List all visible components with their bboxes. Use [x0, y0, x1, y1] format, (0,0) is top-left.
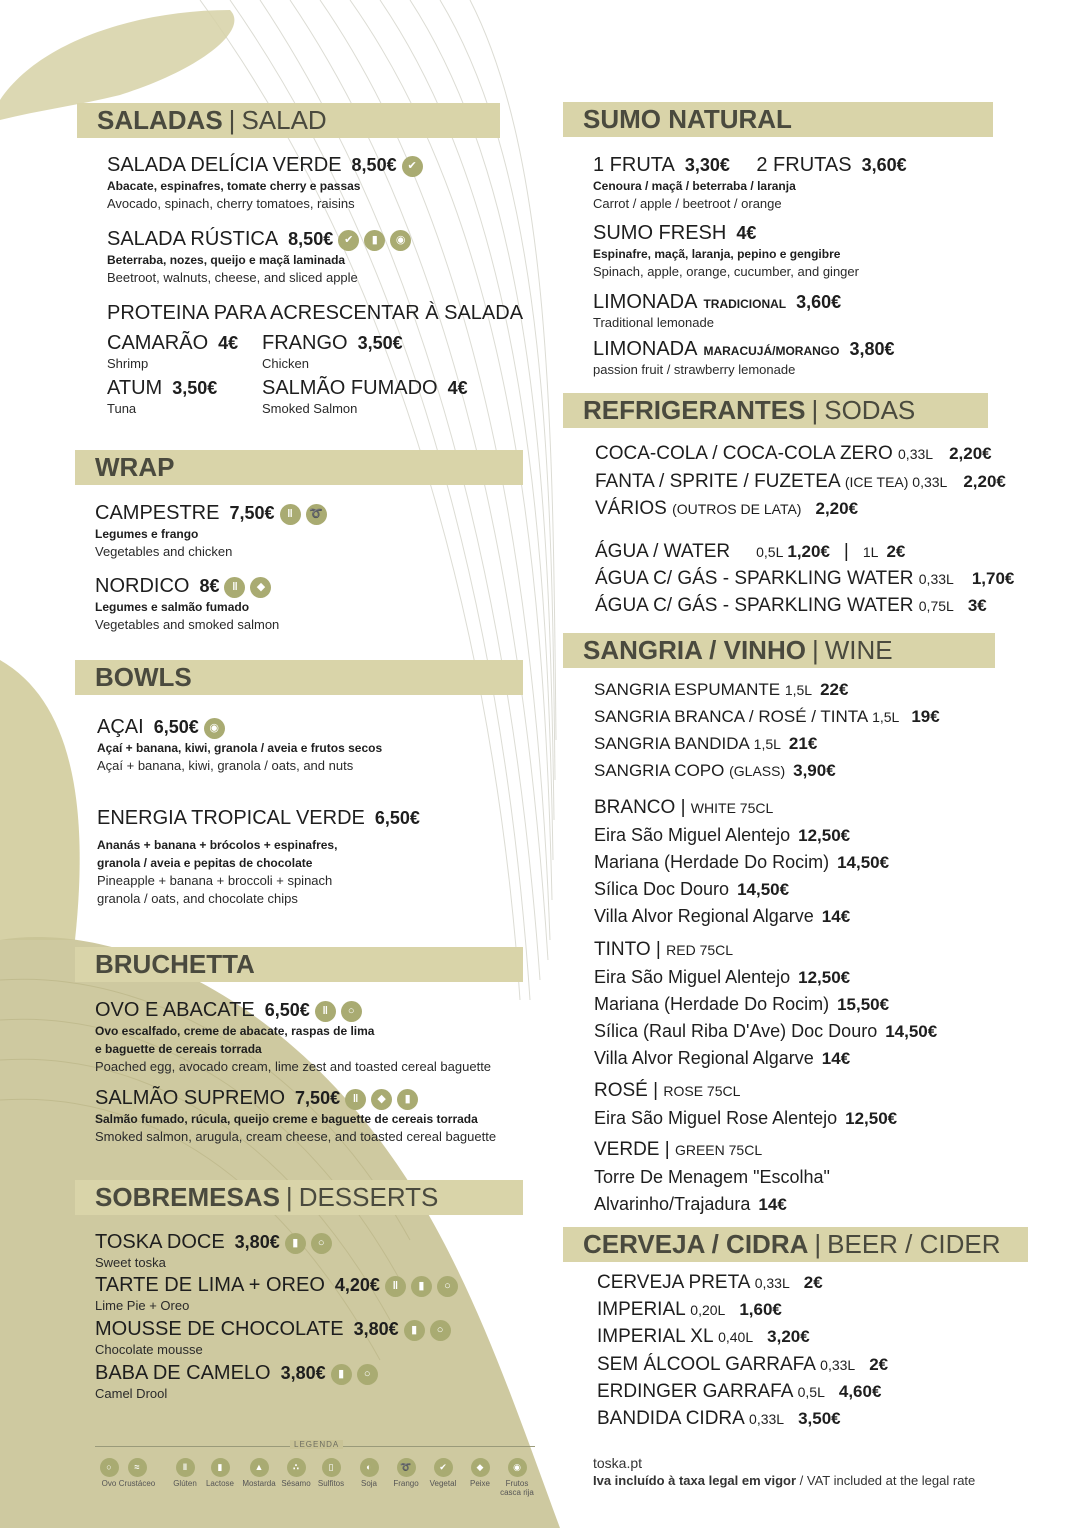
- water-line: [595, 568, 1014, 590]
- soda-line: [595, 443, 992, 465]
- fish-icon: ◆: [471, 1458, 490, 1477]
- item-name: ERDINGER GARRAFA: [597, 1381, 793, 1402]
- item-desc-en: granola / oats, and chocolate chips: [97, 891, 298, 906]
- item-size: (OUTROS DE LATA): [672, 501, 802, 517]
- item-name: CAMARÃO: [107, 332, 209, 354]
- item-name: COCA-COLA / COCA-COLA ZERO: [595, 443, 893, 464]
- section-header-salads: SALADAS | SALAD: [77, 103, 500, 138]
- wine-line: [594, 1167, 830, 1188]
- legend-label: Ovo: [101, 1479, 117, 1488]
- sangria-line: [594, 680, 848, 700]
- menu-item: [95, 1231, 332, 1272]
- item-name: ENERGIA TROPICAL VERDE: [97, 807, 365, 829]
- sangria-line: [594, 707, 940, 727]
- section-header-bowls: [75, 660, 523, 695]
- item-desc-en: Vegetables and chicken: [95, 544, 233, 560]
- legend-label: Mostarda: [242, 1479, 276, 1488]
- water-line: [595, 595, 987, 617]
- lactose-icon: ▮: [404, 1320, 425, 1341]
- item-desc-en: Chocolate mousse: [95, 1342, 203, 1358]
- section-title: SANGRIA / VINHO: [583, 635, 806, 665]
- menu-item: [95, 999, 491, 1076]
- lactose-icon: ▮: [397, 1089, 418, 1110]
- item-name: 2 FRUTAS: [756, 154, 852, 176]
- item-price: 3,80€: [353, 1319, 399, 1339]
- section-title-en: SODAS: [824, 395, 916, 425]
- legend-label: Frutos casca rija: [500, 1479, 534, 1497]
- menu-item: [107, 228, 411, 287]
- item-price: 14,50€: [837, 853, 890, 872]
- item-name: SANGRIA ESPUMANTE: [594, 680, 781, 699]
- item-desc-en: passion fruit / strawberry lemonade: [593, 362, 796, 377]
- item-price: 4,20€: [334, 1275, 380, 1295]
- wine-subheader-white: BRANCO | WHITE 75CL: [594, 797, 774, 818]
- protein-title-text: PROTEINA PARA ACRESCENTAR À SALADA: [107, 302, 524, 324]
- soda-line: [595, 471, 1006, 493]
- lactose-icon: ▮: [411, 1276, 432, 1297]
- item-desc-pt: Cenoura / maçã / beterraba / laranja: [593, 179, 796, 193]
- section-header-bruchetta: [75, 947, 523, 982]
- section-header-wrap: [75, 450, 523, 485]
- item-price: 3,20€: [767, 1327, 810, 1346]
- item-desc-en: Açaí + banana, kiwi, granola / oats, and nuts: [97, 758, 354, 774]
- item-size: (ICE TEA) 0,33L: [844, 474, 948, 490]
- item-price: 2,20€: [949, 444, 992, 463]
- section-title-en: SALAD: [241, 105, 327, 135]
- section-title: WRAP: [95, 452, 175, 482]
- sesame-icon: ∴: [287, 1458, 306, 1477]
- legend-item: [165, 1458, 205, 1488]
- vegetal-icon: ✔: [434, 1458, 453, 1477]
- item-price: 12,50€: [798, 826, 851, 845]
- website-link[interactable]: toska.pt: [593, 1455, 643, 1471]
- item-price: 3,50€: [172, 378, 218, 398]
- soda-line: [595, 498, 858, 520]
- item-desc-pt: Salmão fumado, rúcula, queijo creme e baguette de cereais torrada: [95, 1112, 478, 1127]
- wine-line: [594, 825, 850, 846]
- legend-label: Soja: [360, 1479, 377, 1488]
- vegetal-icon: ✔: [402, 156, 423, 177]
- legend-title: LEGENDA: [290, 1440, 343, 1449]
- item-tag: TRADICIONAL: [703, 297, 787, 311]
- wine-type-en: GREEN 75CL: [674, 1142, 763, 1158]
- item-desc-pt: Ananás + banana + brócolos + espinafres,: [97, 838, 338, 852]
- item-size: 0,75L: [918, 598, 954, 614]
- gluten-icon: ‖: [385, 1276, 406, 1297]
- sulfites-icon: ▯: [322, 1458, 341, 1477]
- protein-item: [107, 377, 217, 418]
- wine-type-en: ROSE 75CL: [663, 1083, 741, 1099]
- item-price: 6,50€: [153, 717, 199, 737]
- item-price: 14€: [758, 1195, 787, 1214]
- item-name: TOSKA DOCE: [95, 1231, 225, 1253]
- item-tag: MARACUJÁ/MORANGO: [703, 344, 840, 358]
- nuts-icon: ◉: [508, 1458, 527, 1477]
- item-size: 0,33L: [754, 1275, 790, 1291]
- wine-type-en: RED 75CL: [666, 942, 734, 958]
- legend-item: [311, 1458, 351, 1488]
- item-price: 15,50€: [837, 995, 890, 1014]
- item-name: FANTA / SPRITE / FUZETEA: [595, 471, 840, 492]
- sangria-line: [594, 734, 817, 754]
- item-size: 0,33L: [918, 571, 954, 587]
- item-size: 0,33L: [749, 1411, 785, 1427]
- item-name: Mariana (Herdade Do Rocim): [594, 852, 830, 872]
- chicken-icon: ➰: [397, 1458, 416, 1477]
- legend-item: [386, 1458, 426, 1488]
- section-title: REFRIGERANTES: [583, 395, 806, 425]
- soy-icon: ◐: [360, 1458, 379, 1477]
- gluten-icon: ‖: [280, 504, 301, 525]
- gluten-icon: ‖: [345, 1089, 366, 1110]
- legend-item: [117, 1458, 157, 1488]
- item-price: 3,60€: [796, 292, 842, 312]
- item-desc-en: Smoked salmon, arugula, cream cheese, and toasted cereal baguette: [95, 1129, 497, 1145]
- item-desc-en: Shrimp: [107, 356, 149, 371]
- egg-icon: ○: [357, 1364, 378, 1385]
- menu-item: [95, 1087, 496, 1146]
- wine-type: VERDE: [594, 1139, 660, 1160]
- wine-subheader-green: VERDE | GREEN 75CL: [594, 1139, 763, 1160]
- item-price: 12,50€: [798, 968, 851, 987]
- item-price: 4€: [447, 378, 468, 398]
- item-size: 0,20L: [690, 1302, 726, 1318]
- item-name: CERVEJA PRETA: [597, 1272, 750, 1293]
- item-size: 1,5L: [872, 709, 900, 725]
- item-name: SANGRIA BANDIDA: [594, 734, 749, 753]
- item-price: 2€: [803, 1273, 823, 1292]
- beer-line: [597, 1408, 841, 1430]
- item-name: Mariana (Herdade Do Rocim): [594, 994, 830, 1014]
- item-price: 14€: [821, 907, 851, 926]
- section-title: SOBREMESAS: [95, 1182, 280, 1212]
- item-name: Villa Alvor Regional Algarve: [594, 1048, 814, 1068]
- item-price: 2,20€: [815, 499, 859, 518]
- right-column: [540, 0, 1080, 1528]
- item-price: 2,20€: [963, 472, 1006, 491]
- section-title: SALADAS: [97, 105, 223, 135]
- lemonade-item: [593, 291, 841, 332]
- item-desc-en: Vegetables and smoked salmon: [95, 617, 280, 633]
- item-price: 3,90€: [793, 761, 836, 780]
- item-name: SALADA DELÍCIA VERDE: [107, 154, 342, 176]
- item-price: 19€: [911, 707, 940, 726]
- item-price: 3,30€: [684, 155, 730, 175]
- item-name: CAMPESTRE: [95, 502, 220, 524]
- item-name: 1 FRUTA: [593, 154, 675, 176]
- item-price: 8,50€: [288, 229, 334, 249]
- item-name: ATUM: [107, 377, 163, 399]
- item-price: 7,50€: [229, 503, 275, 523]
- section-header-desserts: SOBREMESAS | DESSERTS: [75, 1180, 523, 1215]
- legend-label: Crustáceo: [118, 1479, 156, 1488]
- menu-item: [97, 716, 382, 775]
- legend-label: Sulfitos: [317, 1479, 345, 1488]
- item-size: 0,33L: [898, 446, 934, 462]
- item-desc-pt: Beterraba, nozes, queijo e maçã laminada: [107, 253, 346, 268]
- item-size: 1,5L: [753, 736, 781, 752]
- item-name: IMPERIAL: [597, 1299, 685, 1320]
- item-name: Torre De Menagem "Escolha": [594, 1167, 830, 1187]
- nuts-icon: ◉: [204, 718, 225, 739]
- item-desc-pt: Abacate, espinafres, tomate cherry e passas: [107, 179, 361, 194]
- section-title: SUMO NATURAL: [583, 104, 792, 134]
- item-price: 4€: [218, 333, 239, 353]
- menu-item: [95, 1274, 458, 1315]
- wine-line: [594, 994, 889, 1015]
- section-title-en: WINE: [824, 635, 893, 665]
- wine-line: [594, 1194, 787, 1215]
- section-title-en: BEER / CIDER: [827, 1229, 1001, 1259]
- section-header-wine: SANGRIA / VINHO | WINE: [563, 633, 995, 668]
- menu-item: [97, 807, 420, 908]
- item-price: 14,50€: [737, 880, 790, 899]
- legend-label: Glúten: [173, 1479, 197, 1488]
- vat-separator: /: [796, 1473, 807, 1488]
- legend-label: Peixe: [469, 1479, 490, 1488]
- item-name: OVO E ABACATE: [95, 999, 255, 1021]
- item-name: SANGRIA COPO: [594, 761, 725, 780]
- item-price: 1,60€: [739, 1300, 782, 1319]
- item-desc-en: Camel Drool: [95, 1386, 168, 1402]
- section-title-en: DESSERTS: [298, 1182, 439, 1212]
- item-desc-en: Traditional lemonade: [593, 315, 714, 330]
- item-desc-pt: granola / aveia e pepitas de chocolate: [97, 856, 313, 870]
- item-price: 3,80€: [849, 339, 895, 359]
- item-name: Eira São Miguel Alentejo: [594, 967, 791, 987]
- item-name: TARTE DE LIMA + OREO: [95, 1274, 325, 1296]
- item-price: 14,50€: [885, 1022, 938, 1041]
- item-size: 0,5L: [797, 1384, 825, 1400]
- item-price: 6,50€: [374, 808, 420, 828]
- legend-item: [200, 1458, 240, 1488]
- section-title: BOWLS: [95, 662, 192, 692]
- legend-item: [460, 1458, 500, 1488]
- item-size: 0,5L: [756, 544, 784, 560]
- item-desc-pt: Legumes e frango: [95, 527, 199, 542]
- item-name: ÁGUA C/ GÁS - SPARKLING WATER: [595, 568, 914, 589]
- wine-type: TINTO: [594, 939, 651, 960]
- item-desc-en: Avocado, spinach, cherry tomatoes, raisins: [107, 196, 355, 212]
- legend-item: [349, 1458, 389, 1488]
- protein-title: [107, 302, 523, 325]
- legend-item: [423, 1458, 463, 1488]
- item-name: Eira São Miguel Rose Alentejo: [594, 1108, 838, 1128]
- divider: |: [843, 541, 849, 562]
- legend-label: Frango: [393, 1479, 419, 1488]
- section-title: CERVEJA / CIDRA: [583, 1229, 809, 1259]
- section-title: BRUCHETTA: [95, 949, 255, 979]
- wine-line: [594, 967, 850, 988]
- lactose-icon: ▮: [285, 1233, 306, 1254]
- wine-subheader-rose: ROSÉ | ROSE 75CL: [594, 1080, 741, 1101]
- item-name: Sílica (Raul Riba D'Ave) Doc Douro: [594, 1021, 878, 1041]
- item-desc-en: Sweet toska: [95, 1255, 166, 1271]
- item-name: ÁGUA / WATER: [595, 541, 731, 562]
- item-name: FRANGO: [262, 332, 348, 354]
- item-price: 3,80€: [234, 1232, 280, 1252]
- nuts-icon: ◉: [390, 230, 411, 251]
- item-name: Villa Alvor Regional Algarve: [594, 906, 814, 926]
- menu-item: [107, 154, 423, 213]
- menu-item: [95, 1362, 378, 1403]
- item-name: SALADA RÚSTICA: [107, 228, 279, 250]
- item-name: ÁGUA C/ GÁS - SPARKLING WATER: [595, 595, 914, 616]
- protein-item: [262, 377, 468, 418]
- item-price: 8€: [199, 576, 220, 596]
- item-name: Alvarinho/Trajadura: [594, 1194, 751, 1214]
- item-size: 1L: [862, 544, 879, 560]
- item-desc-en: Smoked Salmon: [262, 401, 358, 416]
- item-price: 3€: [967, 596, 987, 615]
- beer-line: [597, 1272, 823, 1294]
- wine-subheader-red: TINTO | RED 75CL: [594, 939, 734, 960]
- item-desc-en: Beetroot, walnuts, cheese, and sliced apple: [107, 270, 358, 286]
- fish-icon: ◆: [371, 1089, 392, 1110]
- protein-item: [262, 332, 403, 373]
- item-desc-pt: Açaí + banana, kiwi, granola / aveia e frutos secos: [97, 741, 383, 756]
- item-desc-en: Chicken: [262, 356, 309, 371]
- item-price: 21€: [788, 734, 818, 753]
- legend-item: [496, 1458, 538, 1497]
- menu-item: [95, 575, 279, 634]
- legend-label: Sésamo: [281, 1479, 311, 1488]
- vat-en: VAT included at the legal rate: [806, 1473, 976, 1488]
- item-desc-en: Pineapple + banana + broccoli + spinach: [97, 873, 333, 888]
- item-price: 3,50€: [798, 1409, 841, 1428]
- wine-line: [594, 1021, 937, 1042]
- menu-item: [95, 502, 327, 561]
- item-price: 8,50€: [351, 155, 397, 175]
- item-desc-en: Lime Pie + Oreo: [95, 1298, 190, 1314]
- item-price: 3,80€: [280, 1363, 326, 1383]
- gluten-icon: ‖: [224, 577, 245, 598]
- item-name: Sílica Doc Douro: [594, 879, 730, 899]
- section-header-sodas: REFRIGERANTES | SODAS: [563, 393, 988, 428]
- wine-line: [594, 906, 850, 927]
- legend-item: [276, 1458, 316, 1488]
- water-line: [595, 541, 905, 563]
- item-name: SALMÃO SUPREMO: [95, 1087, 286, 1109]
- crustacean-icon: ≈: [128, 1458, 147, 1477]
- egg-icon: ○: [100, 1458, 119, 1477]
- beer-line: [597, 1381, 881, 1403]
- lemonade-item: [593, 338, 895, 379]
- sangria-line: [594, 761, 836, 781]
- item-desc-pt: e baguette de cereais torrada: [95, 1042, 262, 1057]
- item-desc-pt: Espinafre, maçã, laranja, pepino e gengibre: [593, 247, 841, 261]
- item-name: Eira São Miguel Alentejo: [594, 825, 791, 845]
- item-desc-pt: Legumes e salmão fumado: [95, 600, 250, 615]
- item-name: IMPERIAL XL: [597, 1326, 713, 1347]
- item-name: VÁRIOS: [595, 498, 667, 519]
- legend-item: [239, 1458, 279, 1488]
- item-size: 0,40L: [718, 1329, 754, 1345]
- item-name: BABA DE CAMELO: [95, 1362, 271, 1384]
- wine-line: [594, 1048, 850, 1069]
- legend-label: Vegetal: [429, 1479, 457, 1488]
- item-price: 3,50€: [357, 333, 403, 353]
- item-size: (GLASS): [729, 763, 786, 779]
- juice-fruit-item: [593, 154, 907, 213]
- section-header-beer: CERVEJA / CIDRA | BEER / CIDER: [563, 1227, 1028, 1262]
- egg-icon: ○: [341, 1001, 362, 1022]
- item-price: 14€: [821, 1049, 851, 1068]
- section-header-juice: [563, 102, 993, 137]
- lactose-icon: ▮: [364, 230, 385, 251]
- item-price: 2€: [869, 1355, 889, 1374]
- lactose-icon: ▮: [331, 1364, 352, 1385]
- egg-icon: ○: [430, 1320, 451, 1341]
- wine-line: [594, 879, 789, 900]
- lactose-icon: ▮: [211, 1458, 230, 1477]
- egg-icon: ○: [437, 1276, 458, 1297]
- wine-type: ROSÉ: [594, 1080, 648, 1101]
- chicken-icon: ➰: [306, 504, 327, 525]
- mustard-icon: ▲: [250, 1458, 269, 1477]
- wine-type-en: WHITE 75CL: [690, 800, 774, 816]
- item-desc-en: Tuna: [107, 401, 137, 416]
- item-price: 22€: [820, 680, 849, 699]
- item-size: 1,5L: [784, 682, 813, 698]
- item-name: SEM ÁLCOOL GARRAFA: [597, 1354, 815, 1375]
- vegetal-icon: ✔: [338, 230, 359, 251]
- item-name: LIMONADA: [593, 338, 698, 360]
- item-price: 3,60€: [861, 155, 907, 175]
- beer-line: [597, 1354, 888, 1376]
- item-price: 4,60€: [838, 1382, 882, 1401]
- egg-icon: ○: [311, 1233, 332, 1254]
- vat-pt: Iva incluído à taxa legal em vigor: [593, 1473, 797, 1488]
- wine-type: BRANCO: [594, 797, 676, 818]
- item-name: MOUSSE DE CHOCOLATE: [95, 1318, 344, 1340]
- gluten-icon: ‖: [176, 1458, 195, 1477]
- item-price: 2€: [886, 542, 906, 561]
- juice-fresh-item: [593, 222, 859, 281]
- gluten-icon: ‖: [315, 1001, 336, 1022]
- item-price: 1,20€: [787, 542, 830, 561]
- fish-icon: ◆: [250, 577, 271, 598]
- wine-line: [594, 852, 889, 873]
- item-desc-pt: Ovo escalfado, creme de abacate, raspas de lima: [95, 1024, 375, 1039]
- beer-line: [597, 1326, 810, 1348]
- item-price: 4€: [736, 223, 757, 243]
- protein-item: [107, 332, 238, 373]
- item-name: LIMONADA: [593, 291, 698, 313]
- wine-line: [594, 1108, 897, 1129]
- item-desc-en: Spinach, apple, orange, cucumber, and ginger: [593, 264, 859, 279]
- item-price: 12,50€: [845, 1109, 898, 1128]
- item-price: 7,50€: [295, 1088, 341, 1108]
- item-name: SALMÃO FUMADO: [262, 377, 438, 399]
- item-price: 6,50€: [264, 1000, 310, 1020]
- menu-item: [95, 1318, 451, 1359]
- item-size: 0,33L: [820, 1357, 856, 1373]
- item-name: NORDICO: [95, 575, 190, 597]
- item-desc-en: Carrot / apple / beetroot / orange: [593, 196, 782, 211]
- item-price: 1,70€: [971, 569, 1015, 588]
- item-name: BANDIDA CIDRA: [597, 1408, 744, 1429]
- item-desc-en: Poached egg, avocado cream, lime zest and toasted cereal baguette: [95, 1059, 492, 1075]
- legend-label: Lactose: [205, 1479, 235, 1488]
- beer-line: [597, 1299, 782, 1321]
- item-name: SANGRIA BRANCA / ROSÉ / TINTA: [594, 707, 868, 726]
- item-name: SUMO FRESH: [593, 222, 727, 244]
- item-name: AÇAI: [97, 716, 144, 738]
